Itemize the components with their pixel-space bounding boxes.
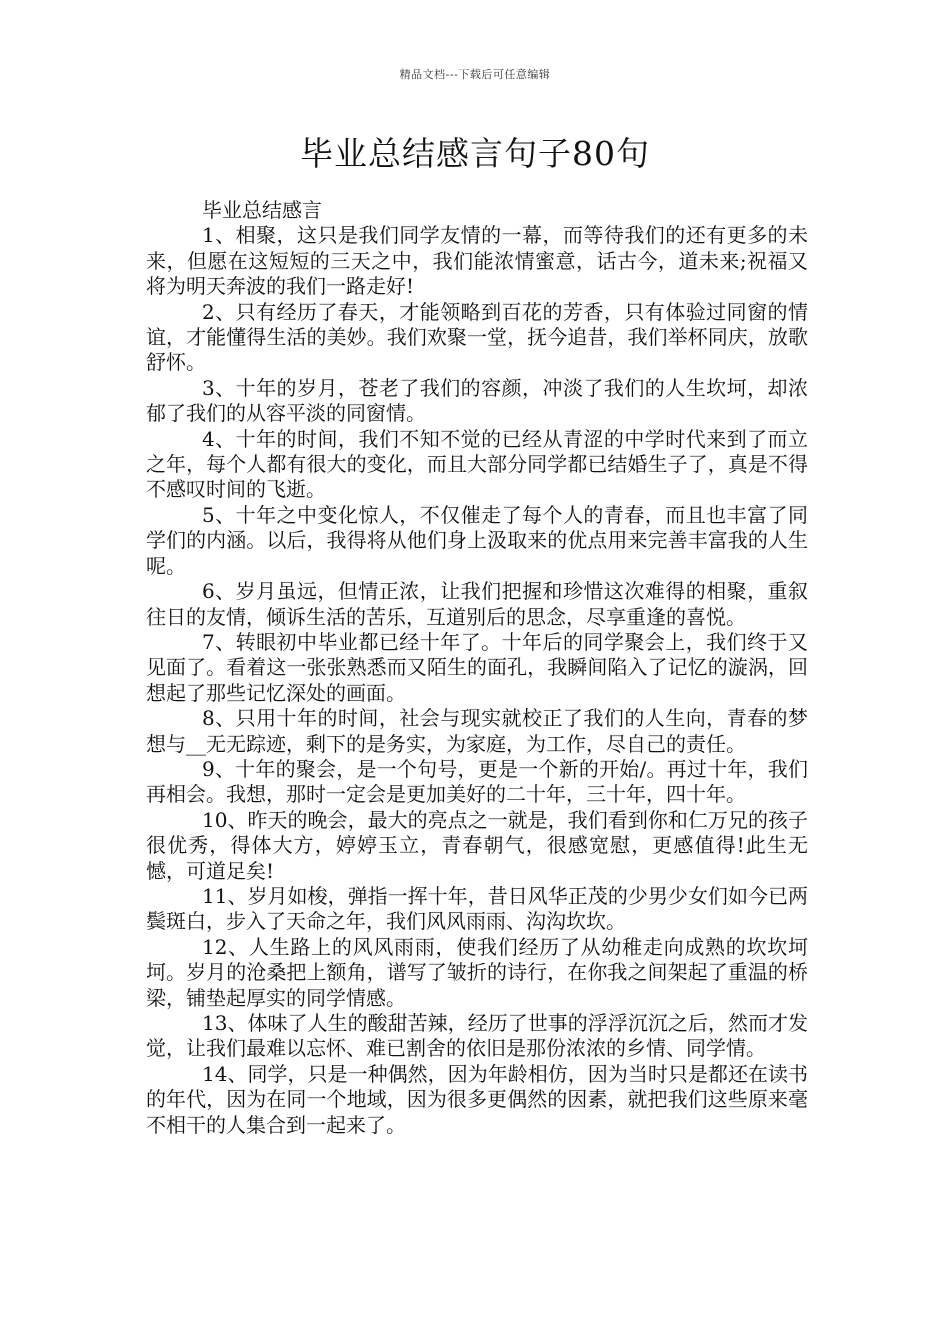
document-body xyxy=(146,198,808,1138)
paragraph-13: 13、体味了人生的酸甜苦辣，经历了世事的浮浮沉沉之后，然而才发觉，让我们最难以忘怀、难已割舍的依旧是那份浓浓的乡情、同学情。 xyxy=(146,1011,808,1061)
paragraph-7: 7、转眼初中毕业都已经十年了。十年后的同学聚会上，我们终于又见面了。看着这一张张熟悉而又陌生的面孔，我瞬间陷入了记忆的漩涡，回想起了那些记忆深处的画面。 xyxy=(146,629,808,705)
paragraph-12: 12、人生路上的风风雨雨，使我们经历了从幼稚走向成熟的坎坎坷坷。岁月的沧桑把上额角，谱写了皱折的诗行，在你我之间架起了重温的桥梁，铺垫起厚实的同学情感。 xyxy=(146,934,808,1010)
paragraph-6: 6、岁月虽远，但情正浓，让我们把握和珍惜这次难得的相聚，重叙往日的友情，倾诉生活的苦乐，互道别后的思念，尽享重逢的喜悦。 xyxy=(146,579,808,629)
paragraph-9: 9、十年的聚会，是一个句号，更是一个新的开始/。再过十年，我们再相会。我想，那时一定会是更加美好的二十年，三十年，四十年。 xyxy=(146,756,808,807)
paragraph-5: 5、十年之中变化惊人，不仅催走了每个人的青春，而且也丰富了同学们的内涵。以后，我得将从他们身上汲取来的优点用来完善丰富我的人生呢。 xyxy=(146,502,808,578)
header-note: 精品文档---下载后可任意编辑 xyxy=(399,68,551,81)
paragraph-2: 2、只有经历了春天，才能领略到百花的芳香，只有体验过同窗的情谊，才能懂得生活的美妙。我们欢聚一堂，抚今追昔，我们举杯同庆，放歌舒怀。 xyxy=(146,299,808,375)
document-title: 毕业总结感言句子80句 xyxy=(300,134,650,173)
paragraph-4: 4、十年的时间，我们不知不觉的已经从青涩的中学时代来到了而立之年，每个人都有很大的变化，而且大部分同学都已结婚生子了，真是不得不感叹时间的飞逝。 xyxy=(146,426,808,502)
paragraph-8: 8、只用十年的时间，社会与现实就校正了我们的人生向，青春的梦想与__无无踪迹，剩下的是务实，为家庭，为工作，尽自己的责任。 xyxy=(146,706,808,756)
paragraph-14: 14、同学，只是一种偶然，因为年龄相仿，因为当时只是都还在读书的年代，因为在同一个地域，因为很多更偶然的因素，就把我们这些原来毫不相干的人集合到一起来了。 xyxy=(146,1061,808,1137)
paragraph-10: 10、昨天的晚会，最大的亮点之一就是，我们看到你和仁万兄的孩子很优秀，得体大方，婷婷玉立，青春朝气，很感宽慰，更感值得!此生无憾，可道足矣! xyxy=(146,807,808,883)
paragraph-3: 3、十年的岁月，苍老了我们的容颜，冲淡了我们的人生坎坷，却浓郁了我们的从容平淡的同窗情。 xyxy=(146,375,808,426)
paragraph-1: 1、相聚，这只是我们同学友情的一幕，而等待我们的还有更多的未来，但愿在这短短的三天之中，我们能浓情蜜意，话古今，道未来;祝福又将为明天奔波的我们一路走好! xyxy=(146,223,808,299)
paragraph-11: 11、岁月如梭，弹指一挥十年，昔日风华正茂的少男少女们如今已两鬓斑白，步入了天命之年，我们风风雨雨、沟沟坎坎。 xyxy=(146,883,808,934)
section-heading: 毕业总结感言 xyxy=(202,198,322,222)
